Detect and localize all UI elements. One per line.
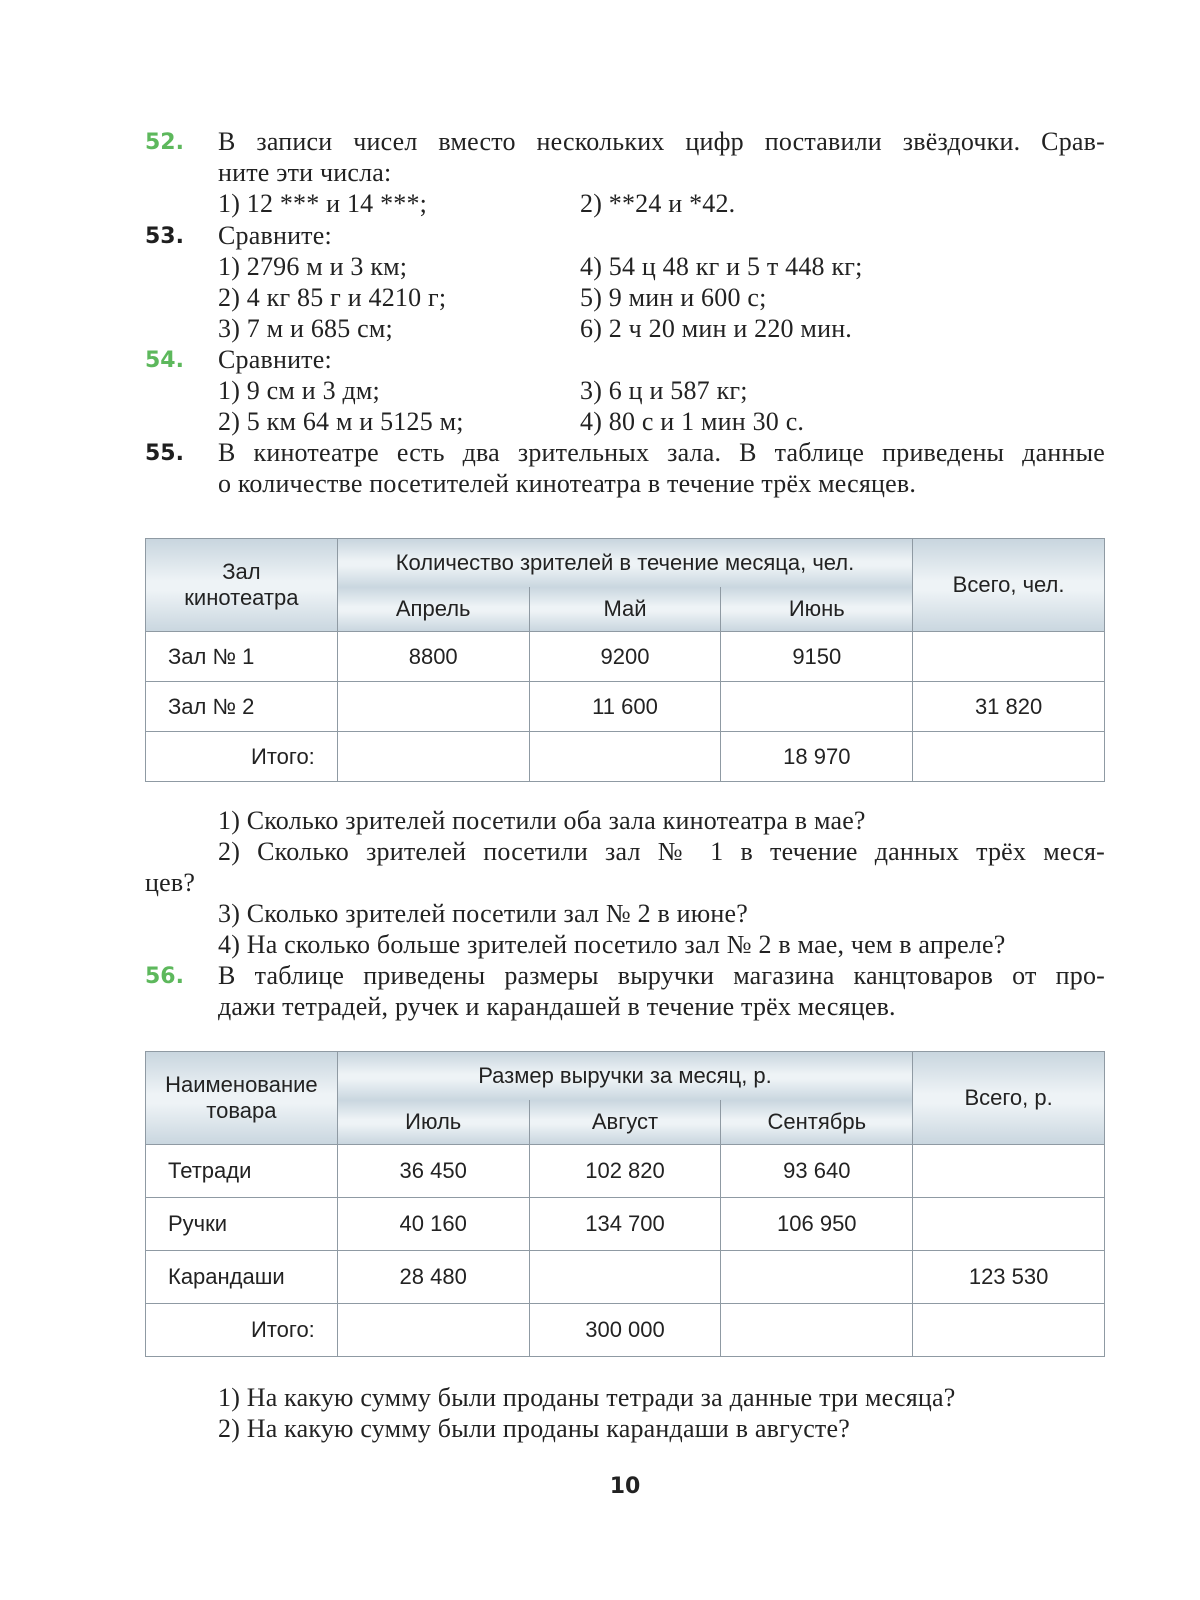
- table2-group-header: Размер выручки за месяц, р.: [337, 1052, 912, 1100]
- table2-row3-september: [721, 1251, 913, 1304]
- table2-month-september: Сентябрь: [721, 1100, 913, 1145]
- table2-col-product-header-line2: товара: [206, 1098, 277, 1123]
- problem-55-text-line2: о количестве посетителей кинотеатра в течение трёх месяцев.: [218, 469, 917, 498]
- table2-row3-total: 123 530: [913, 1251, 1105, 1304]
- table2-row2-total: [913, 1198, 1105, 1251]
- problem-52-item-1: 1) 12 *** и 14 ***;: [218, 189, 428, 218]
- problem-52-text-line2: ните эти числа:: [218, 158, 392, 187]
- problem-55-text-line1: В кинотеатре есть два зрительных зала. В таблице приведены данные: [218, 438, 1105, 467]
- table1-col-hall-header: [146, 539, 338, 632]
- table2-col-product-header-line1: Наименование: [165, 1072, 318, 1097]
- table-row: [146, 1251, 1105, 1304]
- problem-52-text-line1: В записи чисел вместо нескольких цифр поставили звёздочки. Срав-: [218, 127, 1105, 156]
- table1-total-april: [337, 732, 529, 782]
- problem-53-text: Сравните:: [218, 221, 332, 250]
- table2-row3-august: [529, 1251, 721, 1304]
- problem-54-item-3: 3) 6 ц и 587 кг;: [580, 376, 748, 405]
- problem-54-item-2: 2) 5 км 64 м и 5125 м;: [218, 407, 464, 436]
- table2-row1-july: 36 450: [337, 1145, 529, 1198]
- table-row: [146, 1198, 1105, 1251]
- table1-month-may: Май: [529, 587, 721, 632]
- table1-row2-total: 31 820: [913, 682, 1105, 732]
- table2-total-all: [913, 1304, 1105, 1357]
- table1-total-header: Всего, чел.: [913, 539, 1105, 632]
- table2-total-row-label: Итого:: [146, 1304, 338, 1357]
- table-row: [146, 632, 1105, 682]
- cinema-visitors-table: [145, 538, 1105, 782]
- table1-month-april: Апрель: [337, 587, 529, 632]
- table2-row2-august: 134 700: [529, 1198, 721, 1251]
- table2-row3-label: Карандаши: [146, 1251, 338, 1304]
- table1-row1-june: 9150: [721, 632, 913, 682]
- table1-row2-april: [337, 682, 529, 732]
- table1-row1-total: [913, 632, 1105, 682]
- table2-total-header: Всего, р.: [913, 1052, 1105, 1145]
- table2-row1-september: 93 640: [721, 1145, 913, 1198]
- table2-row1-august: 102 820: [529, 1145, 721, 1198]
- table2-month-july: Июль: [337, 1100, 529, 1145]
- table2-row1-total: [913, 1145, 1105, 1198]
- table1-row2-label: Зал № 2: [146, 682, 338, 732]
- problem-55-number: 55.: [145, 441, 184, 466]
- table1-row2-may: 11 600: [529, 682, 721, 732]
- table2-row2-july: 40 160: [337, 1198, 529, 1251]
- table1-col-hall-header-line2: кинотеатра: [184, 585, 299, 610]
- problem-55-question-3: 3) Сколько зрителей посетили зал № 2 в июне?: [218, 899, 748, 928]
- problem-53-item-6: 6) 2 ч 20 мин и 220 мин.: [580, 314, 853, 343]
- table1-col-hall-header-line1: Зал: [222, 559, 261, 584]
- problem-56-text-line2: дажи тетрадей, ручек и карандашей в течение трёх месяцев.: [218, 992, 896, 1021]
- table2-total-september: [721, 1304, 913, 1357]
- table1-month-june: Июнь: [721, 587, 913, 632]
- table2-row2-september: 106 950: [721, 1198, 913, 1251]
- problem-53-item-1: 1) 2796 м и 3 км;: [218, 252, 408, 281]
- table1-row1-label: Зал № 1: [146, 632, 338, 682]
- problem-55-question-2b: цев?: [145, 868, 196, 897]
- table2-total-july: [337, 1304, 529, 1357]
- problem-54-item-1: 1) 9 см и 3 дм;: [218, 376, 380, 405]
- table-row: [146, 1304, 1105, 1357]
- problem-56-number: 56.: [145, 964, 184, 989]
- problem-53-item-5: 5) 9 мин и 600 с;: [580, 283, 767, 312]
- table1-total-may: [529, 732, 721, 782]
- problem-55-question-1: 1) Сколько зрителей посетили оба зала кинотеатра в мае?: [218, 806, 866, 835]
- problem-56-question-2: 2) На какую сумму были проданы карандаши в августе?: [218, 1414, 850, 1443]
- table1-row1-april: 8800: [337, 632, 529, 682]
- problem-53-item-4: 4) 54 ц 48 кг и 5 т 448 кг;: [580, 252, 863, 281]
- table1-row2-june: [721, 682, 913, 732]
- table2-row2-label: Ручки: [146, 1198, 338, 1251]
- table1-total-june: 18 970: [721, 732, 913, 782]
- table2-col-product-header: [146, 1052, 338, 1145]
- table-row: [146, 732, 1105, 782]
- problem-54-item-4: 4) 80 с и 1 мин 30 с.: [580, 407, 805, 436]
- problem-54-number: 54.: [145, 348, 184, 373]
- table1-total-row-label: Итого:: [146, 732, 338, 782]
- table1-row1-may: 9200: [529, 632, 721, 682]
- problem-56-text-line1: В таблице приведены размеры выручки магазина канцтоваров от про-: [218, 961, 1105, 990]
- table2-row3-july: 28 480: [337, 1251, 529, 1304]
- problem-53-item-2: 2) 4 кг 85 г и 4210 г;: [218, 283, 447, 312]
- problem-55-question-2a: 2) Сколько зрителей посетили зал № 1 в течение данных трёх меся-: [218, 837, 1105, 866]
- table-row: [146, 682, 1105, 732]
- table1-total-all: [913, 732, 1105, 782]
- problem-53-number: 53.: [145, 224, 184, 249]
- problem-53-item-3: 3) 7 м и 685 см;: [218, 314, 393, 343]
- table2-row1-label: Тетради: [146, 1145, 338, 1198]
- problem-54-text: Сравните:: [218, 345, 332, 374]
- problem-55-question-4: 4) На сколько больше зрителей посетило зал № 2 в мае, чем в апреле?: [218, 930, 1006, 959]
- problem-56-question-1: 1) На какую сумму были проданы тетради за данные три месяца?: [218, 1383, 956, 1412]
- stationery-revenue-table: [145, 1051, 1105, 1357]
- table2-total-august: 300 000: [529, 1304, 721, 1357]
- table-row: [146, 1145, 1105, 1198]
- problem-52-item-2: 2) **24 и *42.: [580, 189, 736, 218]
- table1-group-header: Количество зрителей в течение месяца, чел.: [337, 539, 912, 587]
- problem-52-number: 52.: [145, 130, 184, 155]
- page-number: 10: [609, 1474, 641, 1499]
- table2-month-august: Август: [529, 1100, 721, 1145]
